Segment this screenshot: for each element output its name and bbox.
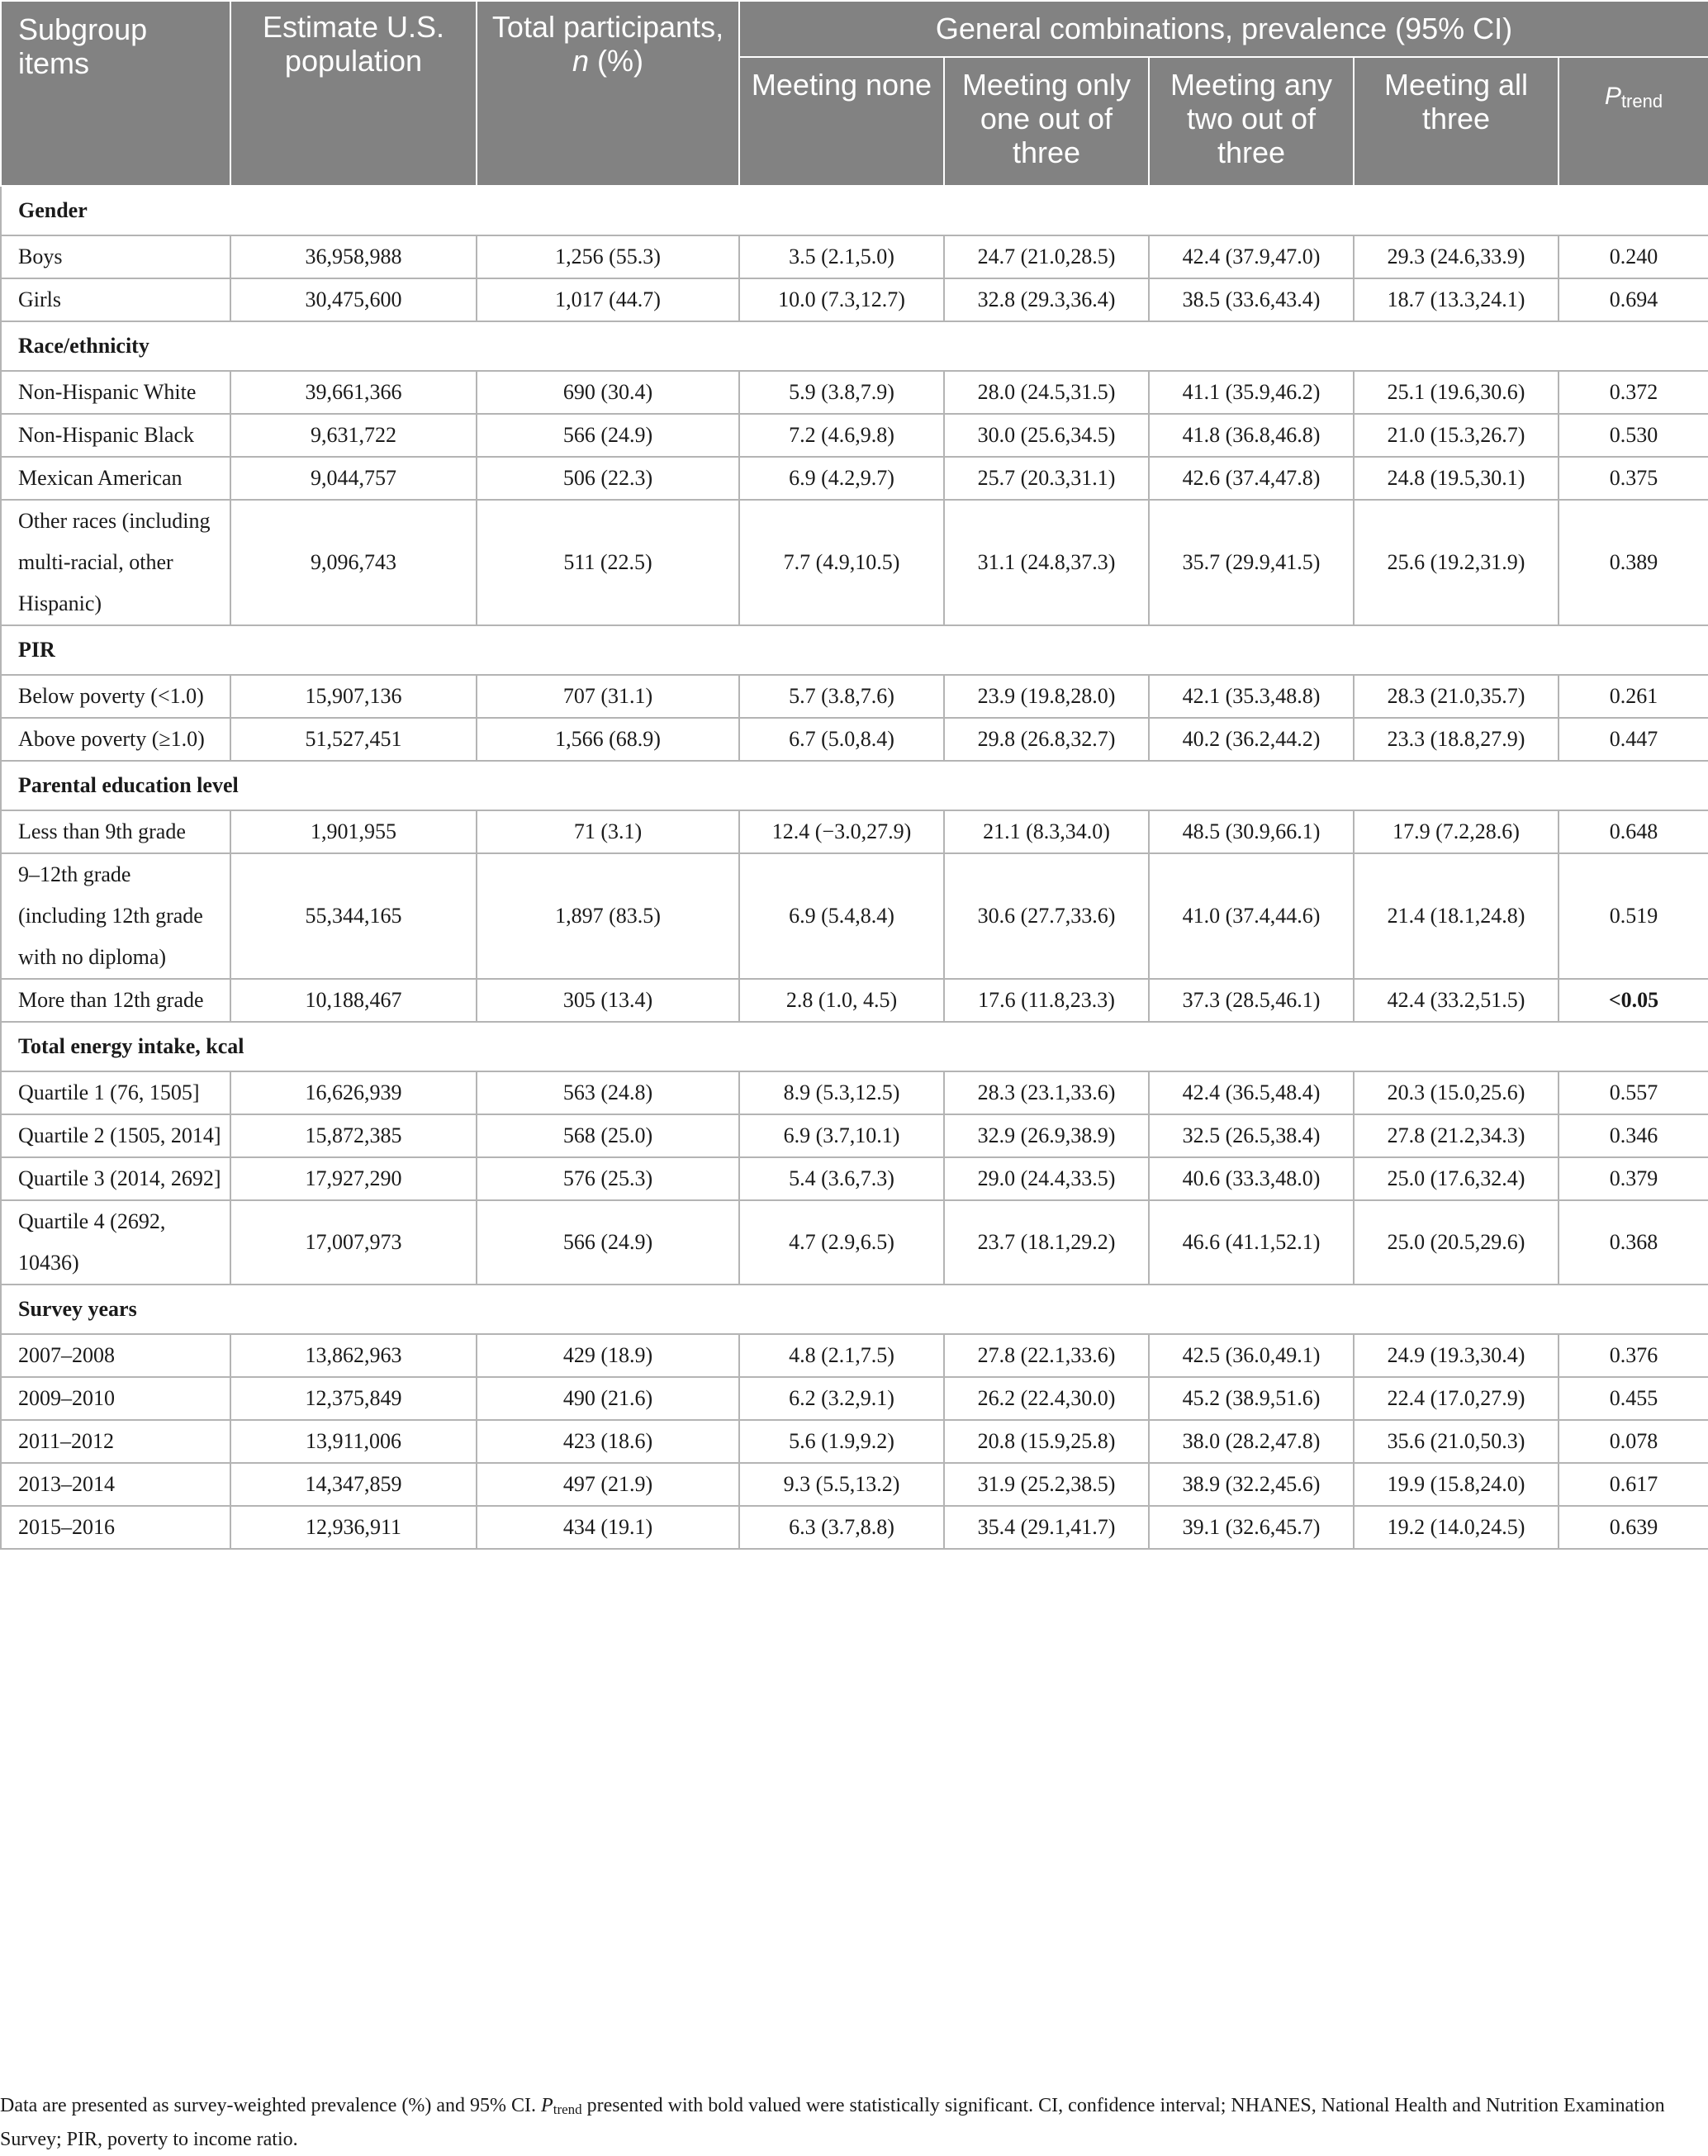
row-label: Above poverty (≥1.0)	[1, 718, 230, 761]
meeting-one-cell: 23.9 (19.8,28.0)	[944, 675, 1149, 718]
section-row	[1, 321, 1708, 371]
ptrend-cell: 0.346	[1559, 1114, 1708, 1157]
meeting-none-cell: 6.9 (3.7,10.1)	[739, 1114, 944, 1157]
estimate-cell: 1,901,955	[230, 810, 477, 853]
table-row	[1, 675, 1708, 718]
meeting-all-cell: 24.8 (19.5,30.1)	[1354, 457, 1559, 500]
total-participants-cell: 563 (24.8)	[477, 1071, 739, 1114]
table-footnote	[0, 2091, 1708, 2155]
estimate-cell: 17,927,290	[230, 1157, 477, 1200]
total-participants-cell: 490 (21.6)	[477, 1377, 739, 1420]
meeting-one-cell: 26.2 (22.4,30.0)	[944, 1377, 1149, 1420]
meeting-two-cell: 48.5 (30.9,66.1)	[1149, 810, 1354, 853]
meeting-none-cell: 2.8 (1.0, 4.5)	[739, 979, 944, 1022]
total-participants-cell: 305 (13.4)	[477, 979, 739, 1022]
meeting-none-cell: 6.9 (5.4,8.4)	[739, 853, 944, 979]
ptrend-cell: 0.375	[1559, 457, 1708, 500]
estimate-cell: 16,626,939	[230, 1071, 477, 1114]
table-row	[1, 414, 1708, 457]
ptrend-cell: <0.05	[1559, 979, 1708, 1022]
section-title: Gender	[1, 186, 1708, 235]
header-meeting-one: Meeting only one out of three	[944, 57, 1149, 186]
meeting-one-cell: 32.8 (29.3,36.4)	[944, 278, 1149, 321]
ptrend-cell: 0.379	[1559, 1157, 1708, 1200]
row-label: 2015–2016	[1, 1506, 230, 1549]
meeting-all-cell: 42.4 (33.2,51.5)	[1354, 979, 1559, 1022]
meeting-one-cell: 27.8 (22.1,33.6)	[944, 1334, 1149, 1377]
total-participants-cell: 690 (30.4)	[477, 371, 739, 414]
header-subgroup: Subgroup items	[1, 1, 230, 186]
total-participants-cell: 1,897 (83.5)	[477, 853, 739, 979]
meeting-none-cell: 4.7 (2.9,6.5)	[739, 1200, 944, 1285]
row-label: 2011–2012	[1, 1420, 230, 1463]
ptrend-cell: 0.447	[1559, 718, 1708, 761]
meeting-two-cell: 38.9 (32.2,45.6)	[1149, 1463, 1354, 1506]
section-title: PIR	[1, 625, 1708, 675]
total-participants-cell: 707 (31.1)	[477, 675, 739, 718]
section-title: Survey years	[1, 1285, 1708, 1334]
meeting-all-cell: 18.7 (13.3,24.1)	[1354, 278, 1559, 321]
header-meeting-none: Meeting none	[739, 57, 944, 186]
section-title: Race/ethnicity	[1, 321, 1708, 371]
meeting-one-cell: 17.6 (11.8,23.3)	[944, 979, 1149, 1022]
meeting-all-cell: 25.0 (17.6,32.4)	[1354, 1157, 1559, 1200]
estimate-cell: 39,661,366	[230, 371, 477, 414]
row-label: Quartile 1 (76, 1505]	[1, 1071, 230, 1114]
table-row	[1, 718, 1708, 761]
footnote-part2: presented with bold valued were statistically significant. CI, confidence interval; NHANES, National Health and Nutrition Examination Survey; PIR, poverty to income ratio.	[0, 2095, 1665, 2150]
meeting-one-cell: 28.0 (24.5,31.5)	[944, 371, 1149, 414]
table-body	[1, 186, 1708, 1549]
meeting-two-cell: 40.6 (33.3,48.0)	[1149, 1157, 1354, 1200]
meeting-all-cell: 20.3 (15.0,25.6)	[1354, 1071, 1559, 1114]
meeting-two-cell: 41.1 (35.9,46.2)	[1149, 371, 1354, 414]
meeting-one-cell: 21.1 (8.3,34.0)	[944, 810, 1149, 853]
section-title: Parental education level	[1, 761, 1708, 810]
estimate-cell: 13,911,006	[230, 1420, 477, 1463]
ptrend-cell: 0.557	[1559, 1071, 1708, 1114]
meeting-all-cell: 21.4 (18.1,24.8)	[1354, 853, 1559, 979]
table-row	[1, 1463, 1708, 1506]
table-row	[1, 1334, 1708, 1377]
meeting-none-cell: 6.3 (3.7,8.8)	[739, 1506, 944, 1549]
meeting-none-cell: 10.0 (7.3,12.7)	[739, 278, 944, 321]
total-participants-cell: 511 (22.5)	[477, 500, 739, 625]
meeting-none-cell: 3.5 (2.1,5.0)	[739, 235, 944, 278]
meeting-two-cell: 35.7 (29.9,41.5)	[1149, 500, 1354, 625]
meeting-all-cell: 25.6 (19.2,31.9)	[1354, 500, 1559, 625]
total-participants-cell: 506 (22.3)	[477, 457, 739, 500]
ptrend-cell: 0.368	[1559, 1200, 1708, 1285]
total-participants-cell: 576 (25.3)	[477, 1157, 739, 1200]
meeting-two-cell: 42.1 (35.3,48.8)	[1149, 675, 1354, 718]
table-row	[1, 810, 1708, 853]
row-label: Quartile 4 (2692, 10436)	[1, 1200, 230, 1285]
meeting-none-cell: 5.7 (3.8,7.6)	[739, 675, 944, 718]
ptrend-cell: 0.648	[1559, 810, 1708, 853]
total-participants-cell: 71 (3.1)	[477, 810, 739, 853]
total-participants-cell: 566 (24.9)	[477, 1200, 739, 1285]
header-total-suffix: (%)	[589, 44, 644, 78]
header-ptrend-p: P	[1604, 83, 1621, 110]
meeting-none-cell: 6.9 (4.2,9.7)	[739, 457, 944, 500]
table-row	[1, 235, 1708, 278]
meeting-two-cell: 41.0 (37.4,44.6)	[1149, 853, 1354, 979]
estimate-cell: 14,347,859	[230, 1463, 477, 1506]
total-participants-cell: 566 (24.9)	[477, 414, 739, 457]
total-participants-cell: 568 (25.0)	[477, 1114, 739, 1157]
table-row	[1, 1114, 1708, 1157]
meeting-none-cell: 9.3 (5.5,13.2)	[739, 1463, 944, 1506]
meeting-none-cell: 6.2 (3.2,9.1)	[739, 1377, 944, 1420]
meeting-two-cell: 41.8 (36.8,46.8)	[1149, 414, 1354, 457]
meeting-none-cell: 5.9 (3.8,7.9)	[739, 371, 944, 414]
estimate-cell: 9,044,757	[230, 457, 477, 500]
meeting-two-cell: 42.4 (36.5,48.4)	[1149, 1071, 1354, 1114]
meeting-none-cell: 5.6 (1.9,9.2)	[739, 1420, 944, 1463]
meeting-one-cell: 35.4 (29.1,41.7)	[944, 1506, 1149, 1549]
section-row	[1, 1285, 1708, 1334]
meeting-two-cell: 38.5 (33.6,43.4)	[1149, 278, 1354, 321]
row-label: Non-Hispanic Black	[1, 414, 230, 457]
header-ptrend	[1559, 57, 1708, 186]
meeting-all-cell: 35.6 (21.0,50.3)	[1354, 1420, 1559, 1463]
meeting-all-cell: 22.4 (17.0,27.9)	[1354, 1377, 1559, 1420]
estimate-cell: 30,475,600	[230, 278, 477, 321]
table-header	[1, 1, 1708, 186]
footnote-ptrend-sub: trend	[553, 2101, 582, 2117]
row-label: Boys	[1, 235, 230, 278]
table-row	[1, 1377, 1708, 1420]
meeting-one-cell: 32.9 (26.9,38.9)	[944, 1114, 1149, 1157]
meeting-all-cell: 28.3 (21.0,35.7)	[1354, 675, 1559, 718]
header-general-combinations: General combinations, prevalence (95% CI)	[739, 1, 1708, 57]
table-row	[1, 1071, 1708, 1114]
row-label: Girls	[1, 278, 230, 321]
meeting-two-cell: 45.2 (38.9,51.6)	[1149, 1377, 1354, 1420]
row-label: More than 12th grade	[1, 979, 230, 1022]
row-label: Non-Hispanic White	[1, 371, 230, 414]
estimate-cell: 13,862,963	[230, 1334, 477, 1377]
header-total-prefix: Total participants,	[491, 10, 724, 44]
meeting-one-cell: 30.6 (27.7,33.6)	[944, 853, 1149, 979]
meeting-all-cell: 25.1 (19.6,30.6)	[1354, 371, 1559, 414]
total-participants-cell: 497 (21.9)	[477, 1463, 739, 1506]
estimate-cell: 9,096,743	[230, 500, 477, 625]
meeting-one-cell: 30.0 (25.6,34.5)	[944, 414, 1149, 457]
footnote-ptrend-p: P	[541, 2095, 553, 2116]
section-row	[1, 761, 1708, 810]
meeting-none-cell: 4.8 (2.1,7.5)	[739, 1334, 944, 1377]
row-label: Mexican American	[1, 457, 230, 500]
section-title: Total energy intake, kcal	[1, 1022, 1708, 1071]
meeting-none-cell: 12.4 (−3.0,27.9)	[739, 810, 944, 853]
ptrend-cell: 0.530	[1559, 414, 1708, 457]
row-label: 2013–2014	[1, 1463, 230, 1506]
meeting-two-cell: 39.1 (32.6,45.7)	[1149, 1506, 1354, 1549]
table-row	[1, 278, 1708, 321]
meeting-one-cell: 29.0 (24.4,33.5)	[944, 1157, 1149, 1200]
section-row	[1, 625, 1708, 675]
meeting-one-cell: 24.7 (21.0,28.5)	[944, 235, 1149, 278]
ptrend-cell: 0.694	[1559, 278, 1708, 321]
header-estimate: Estimate U.S. population	[230, 1, 477, 186]
table-row	[1, 457, 1708, 500]
total-participants-cell: 434 (19.1)	[477, 1506, 739, 1549]
section-row	[1, 1022, 1708, 1071]
row-label: Below poverty (<1.0)	[1, 675, 230, 718]
table-row	[1, 979, 1708, 1022]
meeting-all-cell: 17.9 (7.2,28.6)	[1354, 810, 1559, 853]
total-participants-cell: 1,017 (44.7)	[477, 278, 739, 321]
table-row	[1, 500, 1708, 625]
ptrend-cell: 0.261	[1559, 675, 1708, 718]
row-label: 2007–2008	[1, 1334, 230, 1377]
total-participants-cell: 429 (18.9)	[477, 1334, 739, 1377]
ptrend-cell: 0.389	[1559, 500, 1708, 625]
row-label: 2009–2010	[1, 1377, 230, 1420]
footnote-ptrend	[541, 2095, 582, 2116]
meeting-all-cell: 21.0 (15.3,26.7)	[1354, 414, 1559, 457]
meeting-two-cell: 42.4 (37.9,47.0)	[1149, 235, 1354, 278]
meeting-all-cell: 29.3 (24.6,33.9)	[1354, 235, 1559, 278]
total-participants-cell: 1,566 (68.9)	[477, 718, 739, 761]
table-row	[1, 1506, 1708, 1549]
estimate-cell: 9,631,722	[230, 414, 477, 457]
ptrend-cell: 0.372	[1559, 371, 1708, 414]
estimate-cell: 12,375,849	[230, 1377, 477, 1420]
estimate-cell: 15,907,136	[230, 675, 477, 718]
meeting-one-cell: 28.3 (23.1,33.6)	[944, 1071, 1149, 1114]
estimate-cell: 12,936,911	[230, 1506, 477, 1549]
meeting-all-cell: 23.3 (18.8,27.9)	[1354, 718, 1559, 761]
meeting-none-cell: 6.7 (5.0,8.4)	[739, 718, 944, 761]
meeting-two-cell: 40.2 (36.2,44.2)	[1149, 718, 1354, 761]
meeting-two-cell: 42.6 (37.4,47.8)	[1149, 457, 1354, 500]
estimate-cell: 55,344,165	[230, 853, 477, 979]
footnote-part1: Data are presented as survey-weighted prevalence (%) and 95% CI.	[0, 2095, 542, 2116]
table-row	[1, 1200, 1708, 1285]
header-ptrend-sub: trend	[1620, 91, 1663, 112]
meeting-one-cell: 29.8 (26.8,32.7)	[944, 718, 1149, 761]
header-meeting-all: Meeting all three	[1354, 57, 1559, 186]
estimate-cell: 10,188,467	[230, 979, 477, 1022]
meeting-two-cell: 46.6 (41.1,52.1)	[1149, 1200, 1354, 1285]
meeting-none-cell: 5.4 (3.6,7.3)	[739, 1157, 944, 1200]
row-label: Quartile 2 (1505, 2014]	[1, 1114, 230, 1157]
total-participants-cell: 1,256 (55.3)	[477, 235, 739, 278]
row-label: Quartile 3 (2014, 2692]	[1, 1157, 230, 1200]
section-row	[1, 186, 1708, 235]
ptrend-cell: 0.639	[1559, 1506, 1708, 1549]
total-participants-cell: 423 (18.6)	[477, 1420, 739, 1463]
meeting-all-cell: 19.9 (15.8,24.0)	[1354, 1463, 1559, 1506]
table-row	[1, 1157, 1708, 1200]
table-row	[1, 853, 1708, 979]
estimate-cell: 51,527,451	[230, 718, 477, 761]
meeting-two-cell: 42.5 (36.0,49.1)	[1149, 1334, 1354, 1377]
header-meeting-two: Meeting any two out of three	[1149, 57, 1354, 186]
meeting-two-cell: 37.3 (28.5,46.1)	[1149, 979, 1354, 1022]
meeting-one-cell: 20.8 (15.9,25.8)	[944, 1420, 1149, 1463]
estimate-cell: 15,872,385	[230, 1114, 477, 1157]
ptrend-cell: 0.519	[1559, 853, 1708, 979]
meeting-two-cell: 38.0 (28.2,47.8)	[1149, 1420, 1354, 1463]
estimate-cell: 17,007,973	[230, 1200, 477, 1285]
meeting-one-cell: 25.7 (20.3,31.1)	[944, 457, 1149, 500]
meeting-all-cell: 25.0 (20.5,29.6)	[1354, 1200, 1559, 1285]
ptrend-cell: 0.240	[1559, 235, 1708, 278]
ptrend-cell: 0.455	[1559, 1377, 1708, 1420]
meeting-all-cell: 24.9 (19.3,30.4)	[1354, 1334, 1559, 1377]
meeting-one-cell: 31.1 (24.8,37.3)	[944, 500, 1149, 625]
estimate-cell: 36,958,988	[230, 235, 477, 278]
meeting-one-cell: 31.9 (25.2,38.5)	[944, 1463, 1149, 1506]
meeting-all-cell: 19.2 (14.0,24.5)	[1354, 1506, 1559, 1549]
meeting-none-cell: 8.9 (5.3,12.5)	[739, 1071, 944, 1114]
meeting-two-cell: 32.5 (26.5,38.4)	[1149, 1114, 1354, 1157]
meeting-all-cell: 27.8 (21.2,34.3)	[1354, 1114, 1559, 1157]
ptrend-cell: 0.078	[1559, 1420, 1708, 1463]
meeting-none-cell: 7.2 (4.6,9.8)	[739, 414, 944, 457]
header-total-participants	[477, 1, 739, 186]
table-row	[1, 371, 1708, 414]
row-label: Other races (including multi-racial, other Hispanic)	[1, 500, 230, 625]
row-label: 9–12th grade (including 12th grade with no diploma)	[1, 853, 230, 979]
ptrend-cell: 0.376	[1559, 1334, 1708, 1377]
meeting-none-cell: 7.7 (4.9,10.5)	[739, 500, 944, 625]
ptrend-cell: 0.617	[1559, 1463, 1708, 1506]
header-total-n: n	[572, 44, 590, 78]
table-row	[1, 1420, 1708, 1463]
row-label: Less than 9th grade	[1, 810, 230, 853]
meeting-one-cell: 23.7 (18.1,29.2)	[944, 1200, 1149, 1285]
